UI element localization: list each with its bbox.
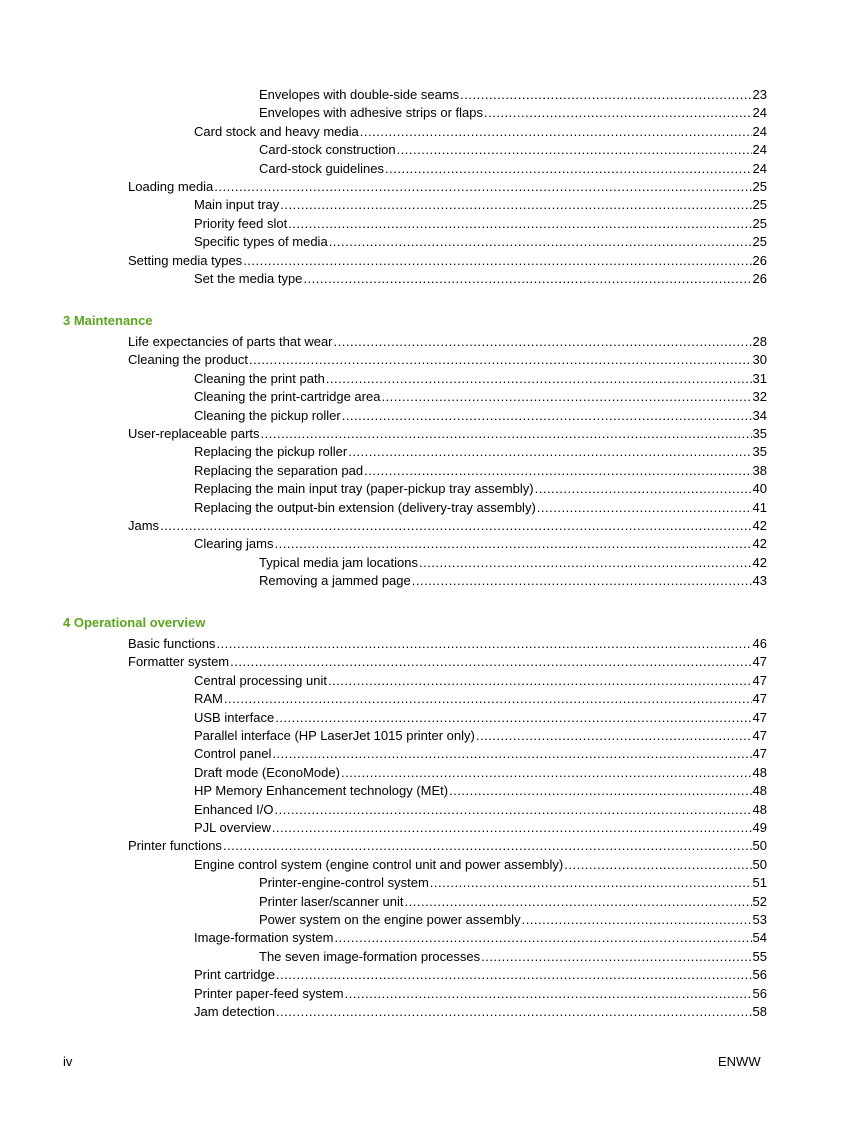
toc-entry-page: 30 [752,352,767,368]
toc-entry-page: 26 [752,252,767,268]
dot-leader [430,875,752,891]
dot-leader [249,352,752,368]
toc-entry-page: 47 [752,709,767,725]
toc-entry[interactable] [128,836,767,854]
toc-entry[interactable] [194,369,767,387]
toc-entry-title: Power system on the engine power assembly [259,912,521,927]
toc-entry-title: Typical media jam locations [259,554,418,570]
dot-leader [230,654,751,670]
toc-entry-page: 50 [752,856,767,872]
dot-leader [481,949,751,965]
toc-entry[interactable] [259,103,767,121]
toc-entry[interactable] [194,122,767,140]
toc-entry-title: Jam detection [194,1004,275,1019]
toc-entry[interactable] [194,498,767,516]
toc-entry-title: Removing a jammed page [259,573,411,589]
toc-entry-title: Jams [128,518,160,533]
toc-entry[interactable] [194,781,767,799]
toc-entry-page: 38 [752,462,767,478]
toc-entry-title: Control panel [194,746,272,762]
dot-leader [345,986,752,1002]
toc-entry[interactable] [194,534,767,552]
dot-leader [326,371,752,387]
toc-entry-title: Central processing unit [194,672,327,688]
toc-entry[interactable] [194,406,767,424]
toc-entry-page: 58 [752,1004,767,1019]
toc-entry-title: Loading media [128,179,214,194]
toc-entry-page: 56 [752,967,767,983]
toc-entry[interactable] [128,350,767,368]
toc-entry-title: Enhanced I/O [194,801,274,817]
dot-leader [216,636,751,652]
toc-entry-page: 35 [752,444,767,460]
toc-entry-page: 43 [752,573,767,589]
toc-entry-page: 42 [752,536,767,552]
toc-entry-page: 56 [752,985,767,1001]
toc-entry[interactable] [128,177,767,195]
toc-entry-page: 48 [752,783,767,799]
toc-entry-page: 48 [752,764,767,780]
toc-entry[interactable] [194,269,767,287]
dot-leader [385,161,752,177]
dot-leader [360,124,752,140]
toc-entry-page: 25 [752,197,767,213]
toc-entry[interactable] [259,873,767,891]
toc-entry-page: 50 [752,838,767,854]
toc-entry-title: HP Memory Enhancement technology (MEt) [194,783,449,799]
toc-entry-title: Replacing the separation pad [194,462,364,478]
dot-leader [329,234,752,250]
toc-entry-page: 55 [752,948,767,964]
toc-entry-page: 48 [752,801,767,817]
dot-leader [341,765,752,781]
chapter-heading[interactable]: 3 Maintenance [63,313,153,328]
toc-entry-page: 47 [752,728,767,743]
toc-entry-title: Replacing the main input tray (paper-pickup tray assembly) [194,481,534,497]
dot-leader [223,838,752,854]
toc-entry-title: Setting media types [128,252,243,268]
dot-leader [276,967,752,983]
toc-entry[interactable] [259,159,767,177]
toc-entry-title: Cleaning the pickup roller [194,407,341,423]
toc-entry-title: Cleaning the product [128,352,248,368]
toc-entry[interactable] [194,461,767,479]
toc-entry-title: Parallel interface (HP LaserJet 1015 printer only) [194,728,475,743]
toc-entry-title: Printer-engine-control system [259,875,429,891]
toc-entry-page: 47 [752,746,767,762]
dot-leader [288,216,751,232]
toc-entry-title: Set the media type [194,271,303,286]
dot-leader [535,481,752,497]
toc-entry[interactable] [194,1002,767,1020]
dot-leader [224,691,752,707]
toc-entry-page: 25 [752,179,767,194]
dot-leader [348,444,751,460]
dot-leader [274,536,751,552]
dot-leader [537,500,752,516]
toc-entry-title: Card-stock construction [259,142,396,158]
toc-entry-title: Cleaning the print-cartridge area [194,389,381,405]
toc-entry[interactable] [194,671,767,689]
toc-entry-page: 42 [752,518,767,533]
dot-leader [272,820,752,836]
dot-leader [334,334,752,350]
toc-entry[interactable] [194,818,767,836]
toc-entry[interactable] [259,947,767,965]
toc-entry[interactable] [259,910,767,928]
toc-entry-title: Card-stock guidelines [259,160,385,176]
dot-leader [334,930,751,946]
toc-entry-title: RAM [194,691,223,707]
toc-entry-page: 47 [752,672,767,688]
toc-entry-title: Clearing jams [194,536,274,552]
toc-entry-title: Draft mode (EconoMode) [194,764,340,780]
chapter-heading[interactable]: 4 Operational overview [63,615,206,630]
toc-entry-title: Replacing the pickup roller [194,444,348,460]
toc-entry[interactable] [194,232,767,250]
dot-leader [276,1004,752,1020]
toc-entry-title: Printer laser/scanner unit [259,893,404,909]
toc-entry[interactable] [259,85,767,103]
toc-entry-page: 24 [752,123,767,139]
toc-entry-title: Card stock and heavy media [194,123,359,139]
dot-leader [364,463,751,479]
toc-entry[interactable] [194,928,767,946]
toc-entry-page: 32 [752,389,767,405]
toc-entry[interactable] [128,251,767,269]
toc-entry-title: Envelopes with double-side seams [259,87,460,102]
toc-entry-title: User-replaceable parts [128,426,260,441]
toc-entry[interactable] [194,763,767,781]
toc-entry-page: 24 [752,105,767,121]
page-number: iv [63,1054,73,1069]
toc-entry[interactable] [128,332,767,350]
dot-leader [342,408,752,424]
toc-entry-page: 47 [752,691,767,707]
toc-entry[interactable] [194,726,767,744]
toc-entry-title: Printer paper-feed system [194,985,344,1001]
toc-entry[interactable] [259,571,767,589]
dot-leader [522,912,752,928]
toc-entry-page: 24 [752,160,767,176]
toc-entry-title: Specific types of media [194,234,328,250]
toc-entry-page: 23 [752,87,767,102]
toc-entry-page: 25 [752,234,767,250]
toc-entry-title: Image-formation system [194,930,334,946]
toc-entry-page: 31 [752,370,767,386]
toc-entry[interactable] [194,689,767,707]
dot-leader [397,142,752,158]
toc-entry-title: Print cartridge [194,967,275,983]
toc-entry-title: Priority feed slot [194,215,288,231]
toc-entry-page: 28 [752,334,767,349]
toc-entry-title: The seven image-formation processes [259,948,481,964]
dot-leader [564,857,751,873]
dot-leader [381,389,751,405]
toc-entry[interactable] [194,387,767,405]
toc-entry[interactable] [259,553,767,571]
dot-leader [261,426,752,442]
toc-entry-page: 41 [752,499,767,515]
toc-entry-page: 42 [752,554,767,570]
toc-entry-page: 47 [752,654,767,670]
toc-entry[interactable] [194,442,767,460]
toc-entry-page: 40 [752,481,767,497]
dot-leader [275,802,752,818]
toc-entry-title: Replacing the output-bin extension (delivery-tray assembly) [194,499,536,515]
toc-entry[interactable] [194,708,767,726]
toc-entry[interactable] [128,634,767,652]
toc-entry-title: Printer functions [128,838,222,854]
toc-entry-title: Basic functions [128,636,216,651]
toc-entry[interactable] [259,892,767,910]
dot-leader [476,728,752,744]
toc-entry[interactable] [194,744,767,762]
toc-entry-page: 34 [752,407,767,423]
dot-leader [484,105,752,121]
toc-entry-page: 24 [752,142,767,158]
toc-entry-title: Envelopes with adhesive strips or flaps [259,105,484,121]
toc-entry-title: Cleaning the print path [194,370,325,386]
dot-leader [243,253,751,269]
dot-leader [412,573,752,589]
toc-entry[interactable] [194,800,767,818]
dot-leader [328,673,752,689]
toc-entry[interactable] [194,214,767,232]
dot-leader [280,197,751,213]
toc-entry[interactable] [194,855,767,873]
toc-entry-title: Formatter system [128,654,230,670]
toc-entry[interactable] [128,516,767,534]
toc-entry-page: 26 [752,271,767,286]
dot-leader [303,271,751,287]
toc-entry-page: 53 [752,912,767,927]
toc-entry[interactable] [259,140,767,158]
toc-entry-page: 49 [752,820,767,835]
toc-entry-page: 46 [752,636,767,651]
dot-leader [275,710,751,726]
toc-entry-page: 35 [752,426,767,441]
document-label: ENWW [718,1054,761,1069]
dot-leader [160,518,751,534]
toc-entry[interactable] [194,984,767,1002]
dot-leader [419,555,752,571]
toc-entry-page: 25 [752,215,767,231]
toc-entry[interactable] [128,652,767,670]
dot-leader [460,87,751,103]
dot-leader [449,783,751,799]
dot-leader [214,179,751,195]
toc-entry[interactable] [194,965,767,983]
toc-entry-title: USB interface [194,709,275,725]
toc-entry[interactable] [194,479,767,497]
toc-entry-page: 51 [752,875,767,891]
dot-leader [272,746,751,762]
toc-entry-title: Life expectancies of parts that wear [128,334,333,349]
toc-entry[interactable] [194,195,767,213]
toc-entry-page: 52 [752,893,767,909]
toc-entry-page: 54 [752,930,767,946]
dot-leader [405,894,752,910]
toc-entry[interactable] [128,424,767,442]
toc-entry-title: Main input tray [194,197,280,213]
toc-entry-title: Engine control system (engine control unit and power assembly) [194,856,564,872]
toc-entry-title: PJL overview [194,820,271,835]
